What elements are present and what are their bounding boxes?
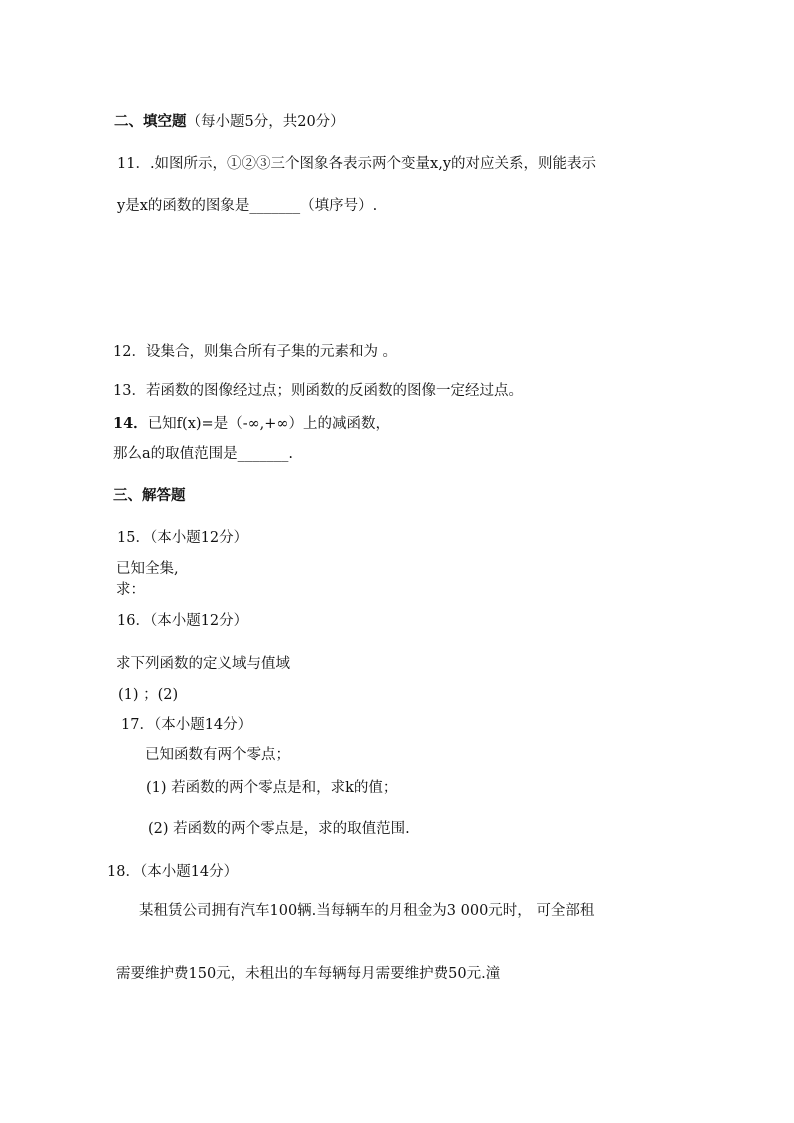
question-17-line-3: (2) 若函数的两个零点是，求的取值范围. [148,821,410,837]
question-16-title: 16．（本小题12分） [117,613,249,629]
section-2-heading-line [114,112,345,132]
question-14-text: 已知f(x)=是（-∞,+∞）上的减函数， [147,416,391,432]
question-15-title: 15．（本小题12分） [117,530,249,546]
question-16-line-1: 求下列函数的定义域与值域 [116,656,290,672]
question-18-line-2: 需要维护费150元，未租出的车每辆每月需要维护费50元.潼 [116,966,501,982]
question-15-line-1: 已知全集, [116,561,179,577]
question-14-line-1 [113,414,390,434]
question-11-line-1: 11．.如图所示，①②③三个图象各表示两个变量x,y的对应关系，则能表示 [117,156,597,172]
question-14-number: 14． [113,415,148,432]
question-12: 12．设集合，则集合所有子集的元素和为 。 [113,344,398,360]
question-16-line-2: (1) ；(2) [118,687,179,703]
section-3-heading: 三、解答题 [113,487,186,504]
question-18-line-1: 某租赁公司拥有汽车100辆.当每辆车的月租金为3 000元时， 可全部租 [139,903,595,919]
question-15-line-2: 求： [116,582,145,598]
section-2-note: （每小题5分，共20分） [186,114,345,130]
question-11-line-2: y是x的函数的图象是_______（填序号）. [117,198,378,214]
section-2-heading: 二、填空题 [114,113,187,130]
question-17-line-1: 已知函数有两个零点； [145,747,290,763]
question-18-title: 18．（本小题14分） [107,864,239,880]
question-17-line-2: (1) 若函数的两个零点是和，求k的值； [146,780,398,796]
question-14-line-2: 那么a的取值范围是_______. [113,446,294,462]
question-17-title: 17．（本小题14分） [121,717,253,733]
question-13: 13．若函数的图像经过点；则函数的反函数的图像一定经过点。 [113,383,523,399]
